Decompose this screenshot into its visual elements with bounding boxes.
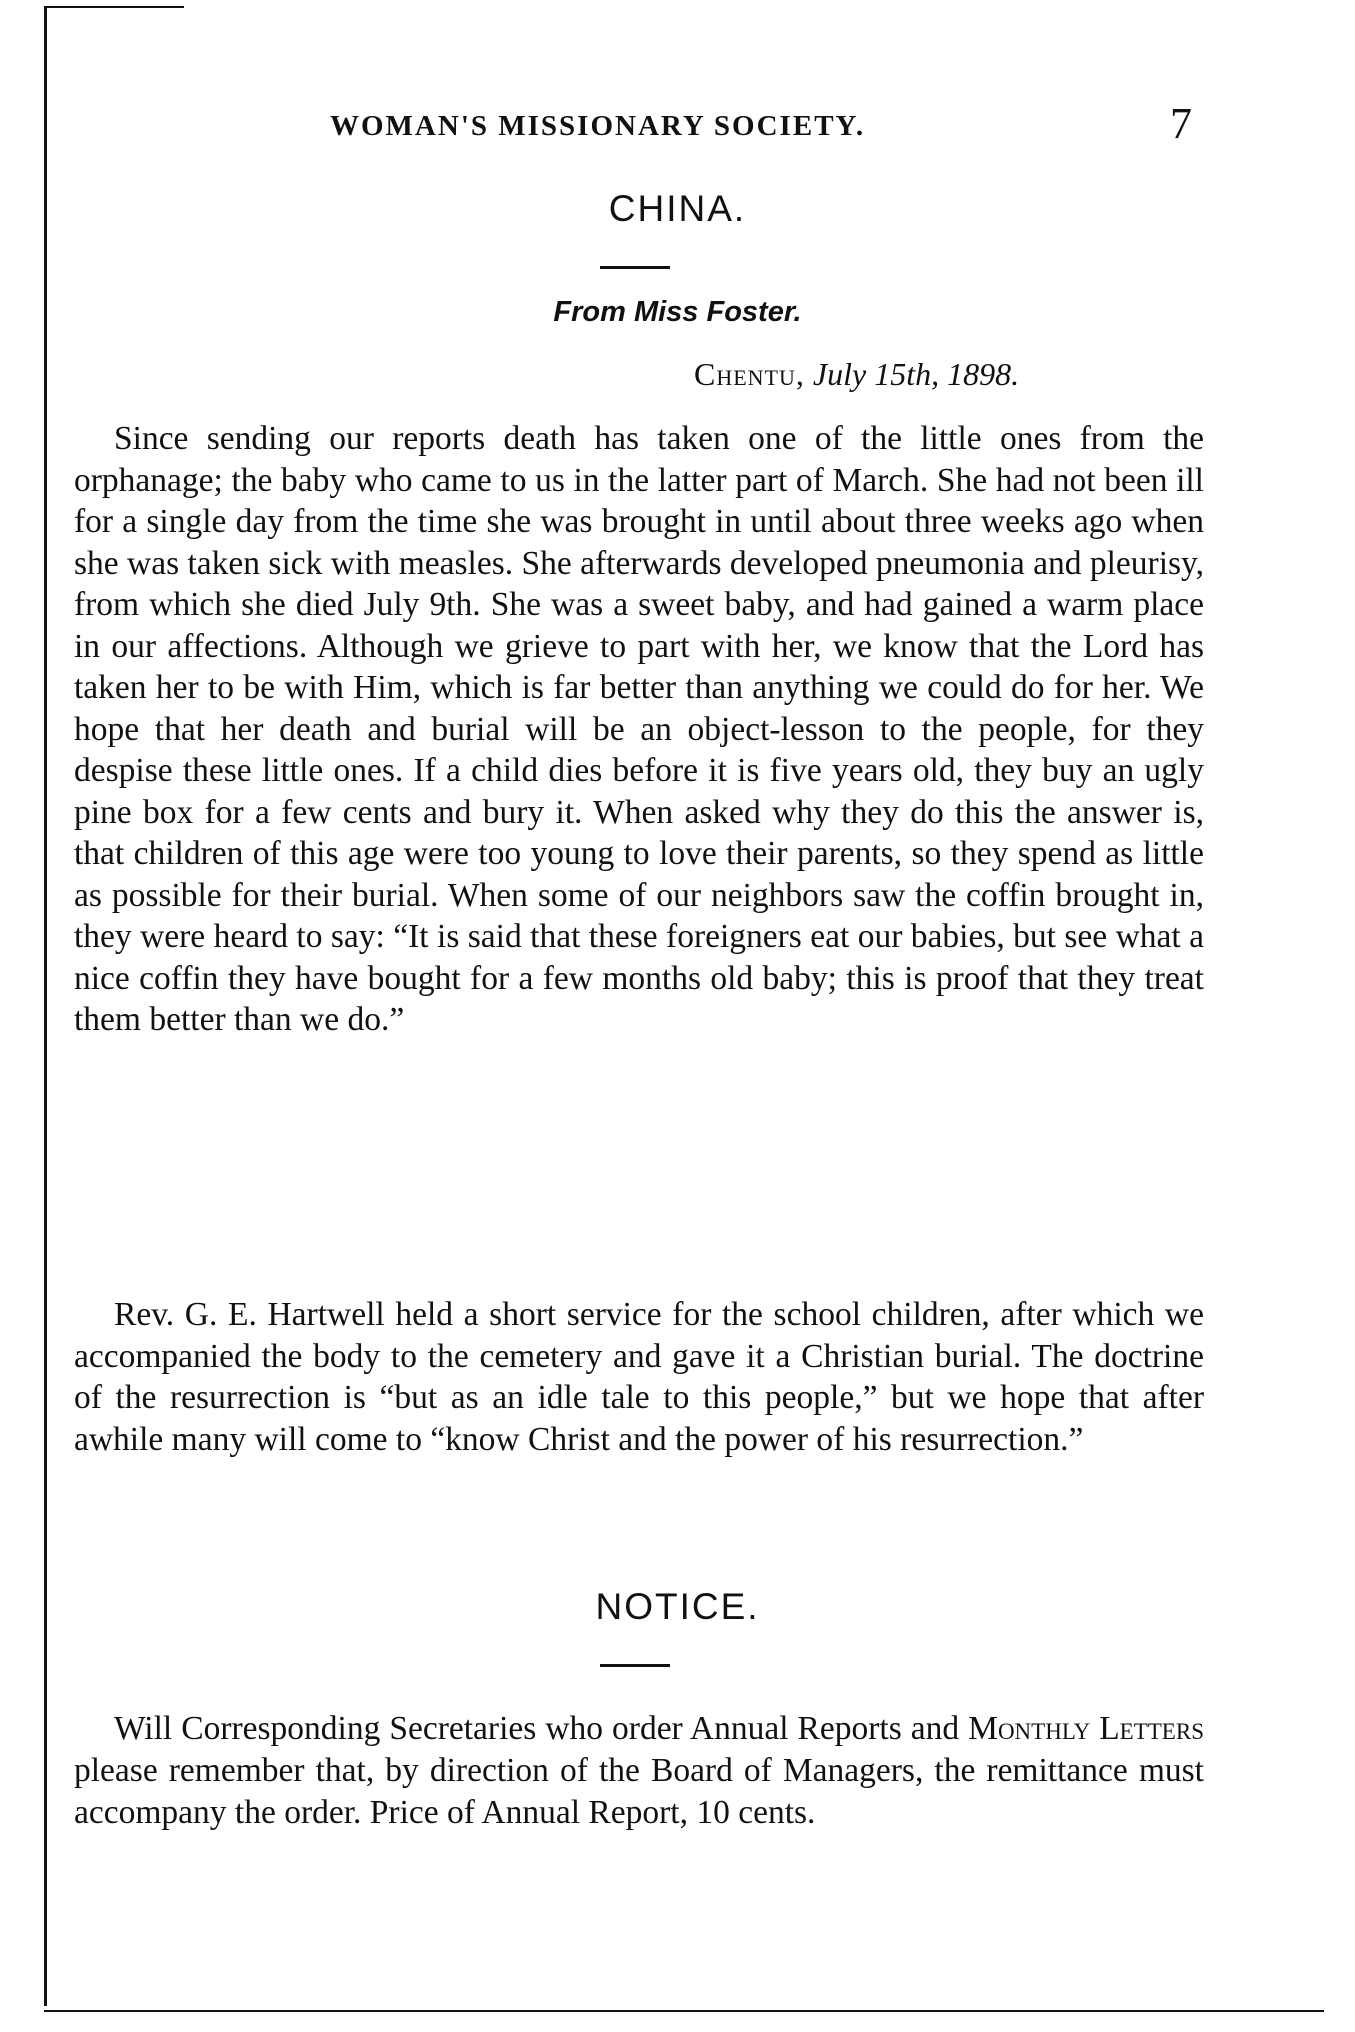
notice-paragraph [74,1708,1204,1834]
dateline-place: Chentu, [694,356,805,392]
page-number: 7 [1170,99,1192,148]
running-head: WOMAN'S MISSIONARY SOCIETY. [330,110,866,142]
letter-byline: From Miss Foster. [553,296,802,328]
letter-paragraph-1: Since sending our reports death has taken one of the little ones from the orphanage; the baby who came to us in the latter part of March. She had not been ill for a single day from the time she was brought in until about three weeks ago when she was taken sick with measles. She afterwards developed pneumonia and pleurisy, from which she died July 9th. She was a sweet baby, and had gained a warm place in our affections. Although we grieve to part with her, we know that the Lord has taken her to be with Him, which is far better than anything we could do for her. We hope that her death and burial will be an object-lesson to the people, for they despise these little ones. If a child dies before it is five years old, they buy an ugly pine box for a few cents and bury it. When asked why they do this the answer is, that children of this age were too young to love their parents, so they spend as little as possible for their burial. When some of our neighbors saw the coffin brought in, they were heard to say: “It is said that these foreigners eat our babies, but see what a nice coffin they have bought for a few months old baby; this is proof that they treat them better than we do.” [74,420,1204,1038]
dateline-date: July 15th, 1898. [812,356,1020,392]
notice-text-before: Will Corresponding Secretaries who order Annual Reports and [114,1710,969,1747]
notice-heading: NOTICE. [595,1586,760,1627]
notice-text-after: please remember that, by direction of the Board of Managers, the remittance must accompany the order. Price of Annual Report, 10 cents. [74,1752,1204,1831]
bottom-rule [44,2010,1324,2012]
china-heading: CHINA. [608,188,747,229]
notice-monthly-letters: Monthly Letters [968,1710,1204,1747]
notice-heading-rule [600,1664,670,1667]
china-heading-rule [600,266,670,269]
top-corner-rule [44,6,184,8]
letter-paragraph-2: Rev. G. E. Hartwell held a short service for the school children, after which we accompanied the body to the cemetery and gave it a Christian burial. The doctrine of the resurrection is “but as an idle tale to this people,” but we hope that after awhile many will come to “know Christ and the power of his resurrection.” [74,1296,1204,1458]
letter-dateline [694,356,1019,393]
